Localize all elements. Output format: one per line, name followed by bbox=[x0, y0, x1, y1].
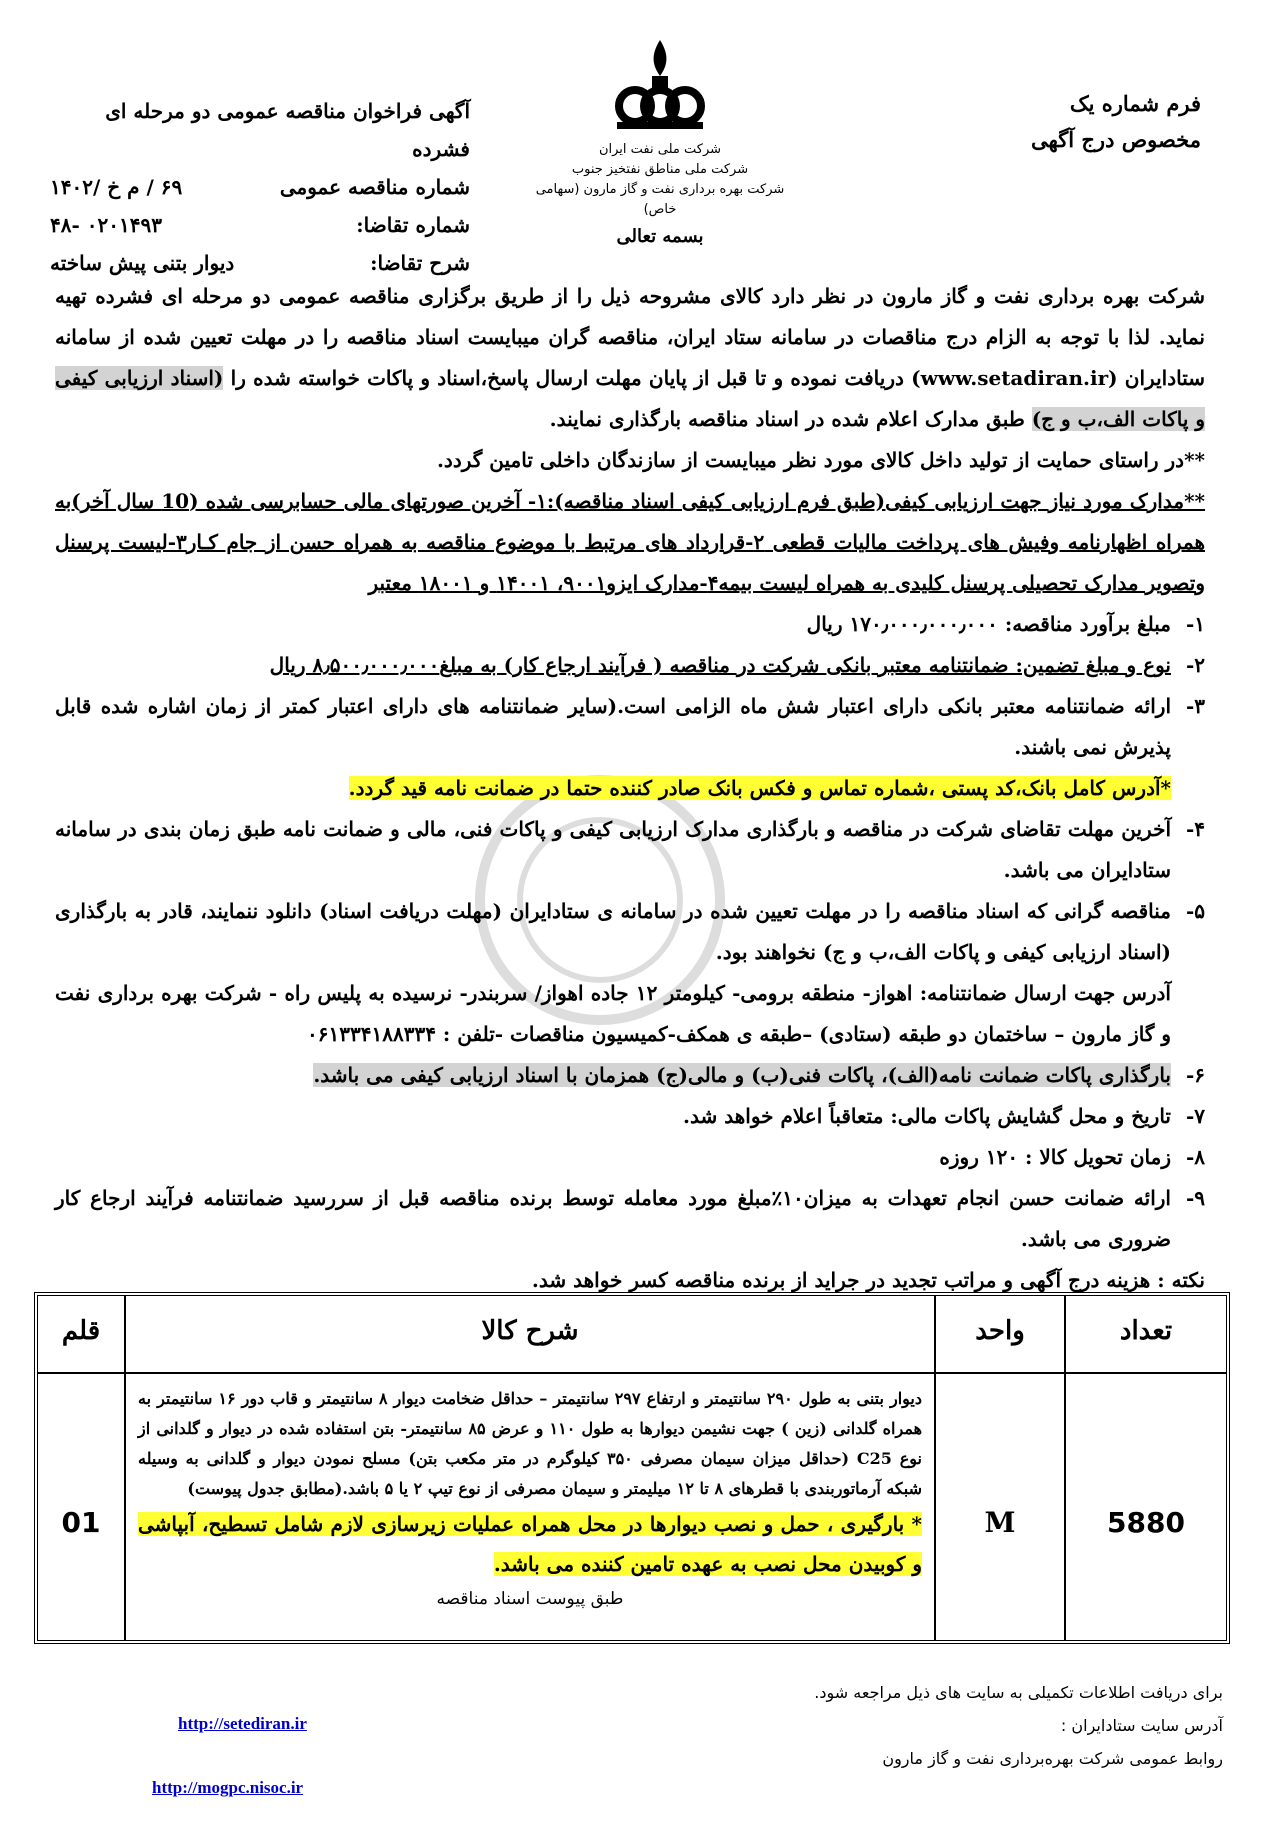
form-info bbox=[971, 86, 1201, 158]
list-item: ۵- مناقصه گرانی که اسناد مناقصه را در مهلت تعیین شده در سامانه ی ستادایران (مهلت دریافت اسناد) دانلود ننمایند، قادر به بارگذاری (اسناد ارزیابی کیفی و پاکات الف،ب و ج) نخواهند بود. bbox=[55, 899, 1205, 964]
list-item: ۴- آخرین مهلت تقاضای شرکت در مناقصه و بارگذاری مدارک ارزیابی کیفی و پاکات فنی، مالی و ضمانت نامه طبق زمان بندی در سامانه ستادایران می باشد. bbox=[55, 817, 1205, 882]
list-item: ۳- ارائه ضمانتنامه معتبر بانکی دارای اعتبار شش ماه الزامی است.(سایر ضمانتنامه های دارای اعتبار کمتر از زمان اشاره شده قابل پذیرش نمی باشند. bbox=[55, 694, 1205, 759]
cell-qty: 5880 bbox=[1107, 1506, 1185, 1539]
goods-table bbox=[34, 1292, 1230, 1644]
list-item: ۶- بارگذاری پاکات ضمانت نامه(الف)، پاکات فنی(ب) و مالی(ج) همزمان با اسناد ارزیابی کیفی می باشد. bbox=[313, 1063, 1205, 1087]
desc-note: طبق پیوست اسناد مناقصه bbox=[436, 1589, 624, 1609]
table-divider bbox=[124, 1296, 126, 1640]
form-number: فرم شماره یک bbox=[1069, 91, 1201, 116]
list-item: ۱- مبلغ برآورد مناقصه: ۱۷۰٫۰۰۰٫۰۰۰٫۰۰۰ ریال bbox=[806, 612, 1205, 636]
setadiran-link[interactable]: http://setediran.ir bbox=[178, 1714, 307, 1733]
table-header-divider bbox=[38, 1372, 1226, 1374]
footer-line-2: آدرس سایت ستادایران : bbox=[1060, 1716, 1223, 1735]
request-number-value: ۰۲۰۱۴۹۳ -۴۸ bbox=[50, 213, 162, 237]
mogpc-link[interactable]: http://mogpc.nisoc.ir bbox=[152, 1778, 304, 1797]
cell-unit: M bbox=[984, 1506, 1016, 1539]
nioc-logo-icon bbox=[605, 36, 715, 136]
table-divider bbox=[934, 1296, 936, 1640]
company-name-2: شرکت ملی مناطق نفتخیز جنوب bbox=[571, 162, 749, 177]
header-desc: شرح کالا bbox=[481, 1316, 579, 1346]
header-qty: تعداد bbox=[1119, 1316, 1173, 1346]
tender-info bbox=[50, 92, 470, 282]
list-item: آدرس جهت ارسال ضمانتنامه: اهواز- منطقه برومی- کیلومتر ۱۲ جاده اهواز/ سربندر- نرسیده به پلیس راه - شرکت بهره برداری نفت و گاز مارون – ساختمان دو طبقه (ستادی) –طبقه ی همکف-کمیسیون مناقصات -تلفن : ۰۶۱۳۳۴۱۸۸۳۳۴ bbox=[55, 981, 1171, 1046]
tender-title: آگهی فراخوان مناقصه عمومی دو مرحله ای فشرده bbox=[105, 99, 470, 161]
company-name-1: شرکت ملی نفت ایران bbox=[598, 142, 722, 157]
intro-paragraph: شرکت بهره برداری نفت و گاز مارون در نظر دارد کالای مشروحه ذیل را از طریق برگزاری مناقصه عمومی دو مرحله ای فشرده تهیه نماید. لذا با توجه به الزام درج مناقصات در سامانه ستاد ایران، مناقصه گران میبایست اسناد مناقصه را در مهلت تعیین شده از سامانه ستادایران (www.setadiran.ir) دریافت نموده و تا قبل از پایان مهلت ارسال پاسخ،اسناد و پاکات خواسته شده را (اسناد ارزیابی کیفی و پاکات الف،ب و ج) طبق مدارک اعلام شده در اسناد مناقصه بارگذاری نمایند. bbox=[55, 284, 1206, 431]
list-item: ۹- ارائه ضمانت حسن انجام تعهدات به میزان۱۰٪مبلغ مورد معامله توسط برنده مناقصه قبل از سررسید ضمانتنامه فرآیند ارجاع کار ضروری می باشد. bbox=[55, 1186, 1205, 1251]
request-number-label: شماره تقاضا: bbox=[356, 213, 470, 237]
list-item: ۸- زمان تحویل کالا : ۱۲۰ روزه bbox=[939, 1145, 1205, 1169]
cell-item: 01 bbox=[61, 1506, 101, 1539]
request-desc-label: شرح تقاضا: bbox=[370, 251, 470, 275]
desc-highlight: * بارگیری ، حمل و نصب دیوارها در محل همراه عملیات زیرسازی لازم شامل تسطیح، آبپاشی و کوبیدن محل نصب به عهده تامین کننده می باشد. bbox=[138, 1512, 922, 1576]
list-item: ۲- نوع و مبلغ تضمین: ضمانتنامه معتبر بانکی شرکت در مناقصه ( فرآیند ارجاع کار) به مبلغ۸٫۵۰۰٫۰۰۰٫۰۰۰ ریال bbox=[269, 653, 1205, 677]
list-item: ۷- تاریخ و محل گشایش پاکات مالی: متعاقباً اعلام خواهد شد. bbox=[683, 1104, 1205, 1128]
domestic-note: **در راستای حمایت از تولید داخل کالای مورد نظر میبایست از سازندگان داخلی تامین گردد. bbox=[436, 448, 1205, 472]
footer-line-1: برای دریافت اطلاعات تکمیلی به سایت های ذیل مراجعه شود. bbox=[814, 1683, 1223, 1702]
basmala: بسمه تعالی bbox=[616, 226, 704, 247]
form-purpose: مخصوص درج آگهی bbox=[1031, 127, 1201, 152]
company-logo-block bbox=[530, 36, 790, 247]
footer-line-3: روابط عمومی شرکت بهره‌برداری نفت و گاز مارون bbox=[882, 1749, 1223, 1768]
list-item: *آدرس کامل بانک،کد پستی ،شماره تماس و فکس بانک صادر کننده حتما در ضمانت نامه قید گردد. bbox=[348, 776, 1171, 800]
desc-spec: دیوار بتنی به طول ۲۹۰ سانتیمتر و ارتفاع ۲۹۷ سانتیمتر – حداقل ضخامت دیوار ۸ سانتیمتر و قاب دور ۱۶ سانتیمتر به همراه گلدانی (زین ) جهت نشیمن دیوارها به طول ۱۱۰ و عرض ۸۵ سانتیمتر- بتن استفاده شده در دیوار و گلدانی از نوع C25 (حداقل میزان سیمان مصرفی ۳۵۰ کیلوگرم در متر مکعب بتن) مسلح نمودن دیوار و گلدانی به وسیله شبکه آرماتوربندی با قطرهای ۸ تا ۱۲ میلیمتر و سیمان مصرفی از نوع تیپ ۲ یا ۵ باشد.(مطابق جدول پیوست) bbox=[138, 1389, 923, 1498]
footer-info bbox=[623, 1676, 1223, 1775]
cost-note: نکته : هزینه درج آگهی و مراتب تجدید در جراید از برنده مناقصه کسر خواهد شد. bbox=[531, 1268, 1205, 1292]
table-divider bbox=[1064, 1296, 1066, 1640]
header-unit: واحد bbox=[975, 1316, 1025, 1346]
header-item: قلم bbox=[61, 1316, 101, 1346]
highlighted-docs: (اسناد ارزیابی کیفی و پاکات الف،ب و ج) bbox=[55, 366, 1205, 431]
tender-number-label: شماره مناقصه عمومی bbox=[279, 175, 470, 199]
cell-desc bbox=[138, 1384, 922, 1614]
tender-number-value: ۶۹ / م خ /۱۴۰۲ bbox=[50, 175, 183, 199]
company-name-3: شرکت بهره برداری نفت و گاز مارون (سهامی خاص) bbox=[535, 182, 785, 217]
announcement-body bbox=[55, 276, 1205, 1301]
qualification-docs: **مدارک مورد نیاز جهت ارزیابی کیفی(طبق فرم ارزیابی کیفی اسناد مناقصه):۱- آخرین صورتهای مالی حسابرسی شده (10 سال آخر)به همراه اظهارنامه وفیش های پرداخت مالیات قطعی ۲-قرارداد های مرتبط با موضوع مناقصه به همراه حسن از جام کـار۳-لیست پرسنل وتصویر مدارک تحصیلی پرسنل کلیدی به همراه لیست بیمه۴-مدارک ایزو۹۰۰۱، ۱۴۰۰۱ و ۱۸۰۰۱ معتبر bbox=[55, 489, 1206, 595]
request-desc-value: دیوار بتنی پیش ساخته bbox=[50, 251, 235, 275]
